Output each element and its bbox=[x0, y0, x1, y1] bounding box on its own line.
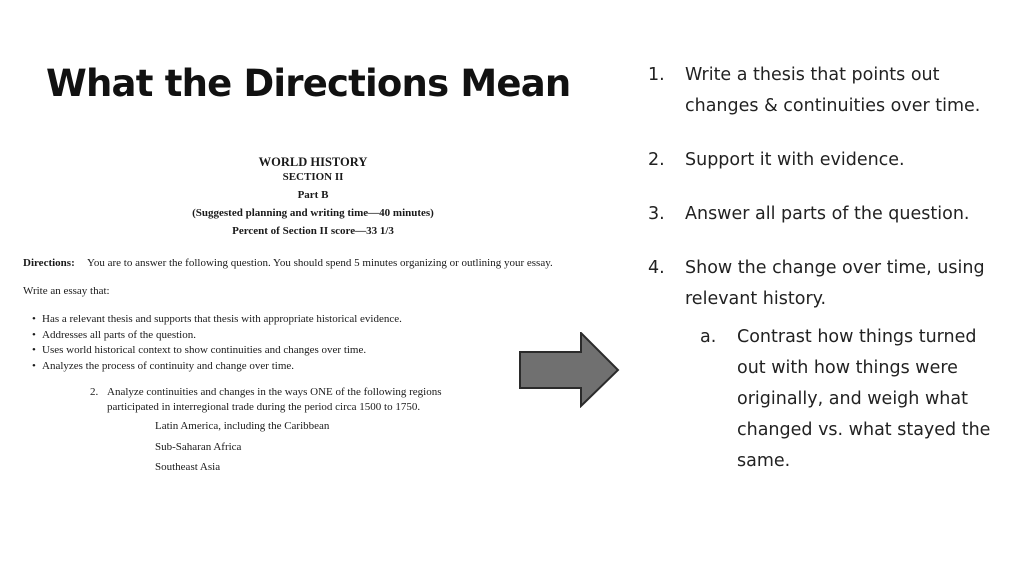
doc-heading: WORLD HISTORY bbox=[258, 155, 368, 169]
step-number: 3. bbox=[648, 204, 665, 224]
doc-bullet-list bbox=[30, 312, 402, 374]
step-item bbox=[648, 60, 1008, 122]
doc-timing: (Suggested planning and writing time—40 minutes) bbox=[192, 207, 434, 219]
doc-region: Southeast Asia bbox=[155, 461, 221, 473]
doc-bullet: • Addresses all parts of the question. bbox=[30, 328, 402, 344]
step-number: 4. bbox=[648, 258, 665, 278]
right-arrow-icon bbox=[519, 332, 621, 408]
slide-title: What the Directions Mean bbox=[46, 62, 571, 105]
step-text: Write a thesis that points out changes & continuities over time. bbox=[685, 65, 981, 116]
step-text: Support it with evidence. bbox=[685, 150, 905, 170]
step-text: Answer all parts of the question. bbox=[685, 204, 970, 224]
doc-question-number: 2. bbox=[90, 386, 99, 398]
doc-section: SECTION II bbox=[282, 171, 344, 183]
step-number: 1. bbox=[648, 65, 665, 85]
doc-question-line2: participated in interregional trade during the period circa 1500 to 1750. bbox=[107, 401, 421, 413]
right-arrow-shape bbox=[520, 333, 618, 406]
doc-intro: Write an essay that: bbox=[23, 285, 110, 297]
step-text: Show the change over time, using relevant history. bbox=[685, 258, 985, 309]
doc-directions-text: You are to answer the following question. You should spend 5 minutes organizing or outlining your essay. bbox=[87, 257, 553, 269]
doc-bullet: • Analyzes the process of continuity and change over time. bbox=[30, 359, 402, 375]
step-number: 2. bbox=[648, 150, 665, 170]
doc-region: Latin America, including the Caribbean bbox=[155, 420, 330, 432]
doc-region: Sub-Saharan Africa bbox=[155, 441, 242, 453]
step-item bbox=[648, 253, 1008, 315]
doc-percent: Percent of Section II score—33 1/3 bbox=[232, 225, 394, 237]
doc-bullet: • Uses world historical context to show continuities and changes over time. bbox=[30, 343, 402, 359]
doc-part: Part B bbox=[297, 189, 329, 201]
step-item bbox=[648, 199, 1008, 230]
sub-step-item bbox=[648, 322, 1008, 477]
sub-step-letter: a. bbox=[700, 327, 717, 347]
step-item bbox=[648, 145, 1008, 176]
doc-bullet: • Has a relevant thesis and supports that thesis with appropriate historical evidence. bbox=[30, 312, 402, 328]
doc-question-line1: Analyze continuities and changes in the ways ONE of the following regions bbox=[107, 386, 442, 398]
steps-list bbox=[648, 60, 1008, 477]
doc-directions-label: Directions: bbox=[23, 257, 75, 269]
sub-step-text: Contrast how things turned out with how things were originally, and weigh what changed vs. what stayed the same. bbox=[737, 327, 991, 471]
